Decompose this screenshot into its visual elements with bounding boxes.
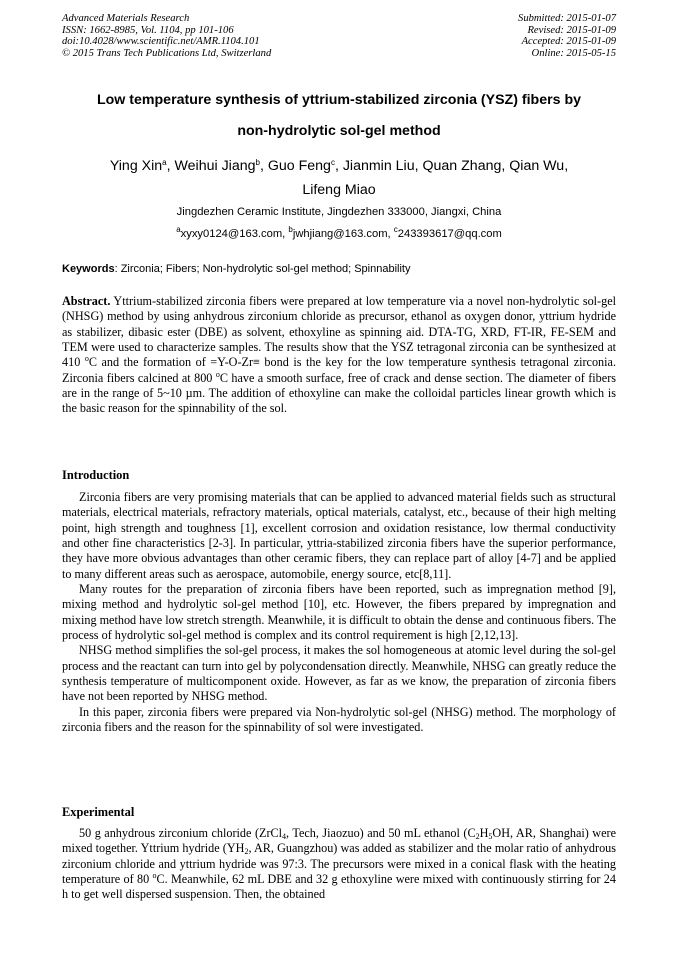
- email: xyxy0124@163.com: [180, 228, 283, 240]
- text-run: C. Meanwhile, 62 mL DBE and 32 g ethoxyline were mixed with continuously stirring for 24 h to get well dispersed suspension. Then, the obtained: [62, 872, 616, 902]
- author-emails: $^a$xyxy0124@163.com, $^b$jwhjiang@163.com, $^c$243393617@qq.com: [176, 225, 502, 240]
- affiliation: Jingdezhen Ceramic Institute, Jingdezhen 333000, Jiangxi, China: [176, 206, 502, 218]
- email-mark: c: [393, 225, 398, 234]
- paper-title-line-2: non-hydrolytic sol-gel method: [237, 123, 441, 139]
- author-list: Ying Xin$^a$, Weihui Jiang$^b$, Guo Feng$^c$, Jianmin Liu, Quan Zhang, Qian Wu, Lifeng Miao: [109, 158, 569, 198]
- author-name: Qian Wu: [509, 158, 565, 174]
- abstract-text: C have a smooth surface, free of crack and dense section. The diameter of fibers are in the range of 5~10 µm. The addition of ethoxyline can make the colloidal particles linear growth which is the basic reason for the spinnability of the sol.: [62, 370, 616, 416]
- email: jwhjiang@163.com: [292, 228, 388, 240]
- doi-line: doi:10.4028/www.scientific.net/AMR.1104.101: [62, 36, 260, 48]
- accepted-date: Accepted: 2015-01-09: [521, 36, 616, 48]
- abstract-text: Yttrium-stabilized zirconia fibers were prepared at low temperature via a novel non-hydrolytic sol-gel (NHSG) method by using anhydrous zirconium chloride as precursor, ethanol as oxygen donor, yttrium hydride as stabilizer, dibasic ester (DBE) as solvent, ethoxyline as spinning aid. DTA-TG, XRD, FT-IR, FE-SEM and TEM were used to characterize samples. The results show that the YSZ tetragonal zirconia can be synthesized at 410: [62, 294, 616, 370]
- copyright-line: © 2015 Trans Tech Publications Ltd, Switzerland: [62, 47, 272, 59]
- introduction-body: [62, 490, 616, 736]
- author-name: Lifeng Miao: [302, 182, 376, 198]
- author-mark: a: [162, 158, 167, 167]
- experimental-body: [62, 826, 616, 903]
- paragraph: Zirconia fibers are very promising materials that can be applied to advanced material fields such as structural materials, electrical materials, refractory materials, optical materials, catalyst, etc., because of their high melting point, high strength and toughness [1], excellent corrosion and oxidation resistance, low thermal conductivity and other fine characteristics [2-3]. In particular, yttria-stabilized zirconia fibers have the superior performance, they have more obvious advantages than other ceramic fibers, they can replace part of alloy [4-7] and be applied to many different areas such as aerospace, automobile, energy source, etc[8,11].: [62, 490, 616, 581]
- email: 243393617@qq.com: [397, 228, 502, 240]
- introduction-heading: Introduction: [62, 468, 130, 482]
- abstract-label: Abstract.: [62, 294, 111, 308]
- degree-mark: o: [152, 871, 157, 881]
- text-run: , AR, Guangzhou) was added as stabilizer and the molar ratio of anhydrous zirconium chloride and yttrium hydride was 97:3. The precursors were mixed in a conical flask with the heating temperature of 80: [62, 841, 616, 887]
- online-date: Online: 2015-05-15: [531, 47, 616, 59]
- author-mark: b: [255, 158, 260, 167]
- journal-name: Advanced Materials Research: [62, 13, 190, 24]
- author-name: Guo Feng: [267, 158, 331, 174]
- email-mark: b: [288, 225, 293, 234]
- issn-line: ISSN: 1662-8985, Vol. 1104, pp 101-106: [62, 24, 234, 36]
- submitted-date: Submitted: 2015-01-07: [518, 13, 616, 24]
- keywords: [62, 262, 617, 276]
- subscript: 2: [475, 832, 480, 841]
- text-run: H: [479, 826, 489, 840]
- paragraph: [62, 826, 616, 903]
- journal-header-right: [518, 13, 616, 59]
- text-run: 50 g anhydrous zirconium chloride (ZrCl: [79, 826, 283, 840]
- text-run: , Tech, Jiaozuo) and 50 mL ethanol (C: [286, 826, 476, 840]
- keywords-text: : Zirconia; Fibers; Non-hydrolytic sol-gel method; Spinnability: [114, 263, 411, 275]
- degree-mark: o: [84, 354, 89, 364]
- author-name: Ying Xin: [109, 158, 163, 174]
- subscript: 2: [244, 847, 249, 857]
- subscript: 5: [488, 832, 493, 841]
- author-mark: c: [330, 158, 335, 167]
- email-mark: a: [176, 225, 181, 234]
- author-name: Jianmin Liu: [342, 158, 415, 174]
- revised-date: Revised: 2015-01-09: [527, 24, 616, 36]
- paragraph: NHSG method simplifies the sol-gel process, it makes the sol homogeneous at atomic level during the sol-gel process and the reactant can turn into gel by polycondensation directly. Meanwhile, NHSG can greatly reduce the synthesis temperature of multicomponent oxide. However, as far as we know, the preparation of zirconia fibers have not been reported by NHSG method.: [62, 643, 616, 704]
- abstract: [62, 294, 616, 417]
- degree-mark: o: [215, 369, 220, 379]
- experimental-heading: Experimental: [62, 805, 135, 819]
- journal-header-left: [62, 13, 271, 59]
- author-name: Quan Zhang: [422, 158, 502, 174]
- author-name: Weihui Jiang: [174, 158, 256, 174]
- subscript: 4: [282, 832, 287, 841]
- paragraph: Many routes for the preparation of zirconia fibers have been reported, such as impregnation method [9], mixing method and hydrolytic sol-gel method [10], etc. However, the fibers prepared by impregnation and mixing method have low stretch strength. Meanwhile, it is difficult to obtain the dense and continuous fibers. The process of hydrolytic sol-gel method is complex and its control requirement is high [2,12,13].: [62, 582, 616, 643]
- text-run: OH, AR, Shanghai) were mixed together. Yttrium hydride (YH: [62, 826, 616, 856]
- keywords-label: Keywords: [62, 263, 115, 275]
- abstract-text: C and the formation of =Y-O-Zr≡ bond is the key for the low temperature synthesis tetragonal zirconia. Zirconia fibers calcined at 800: [62, 355, 616, 385]
- paper-title-line-1: Low temperature synthesis of yttrium-stabilized zirconia (YSZ) fibers by: [96, 92, 582, 108]
- paragraph: In this paper, zirconia fibers were prepared via Non-hydrolytic sol-gel (NHSG) method. The morphology of zirconia fibers and the reason for the spinnability of sol were investigated.: [62, 704, 616, 735]
